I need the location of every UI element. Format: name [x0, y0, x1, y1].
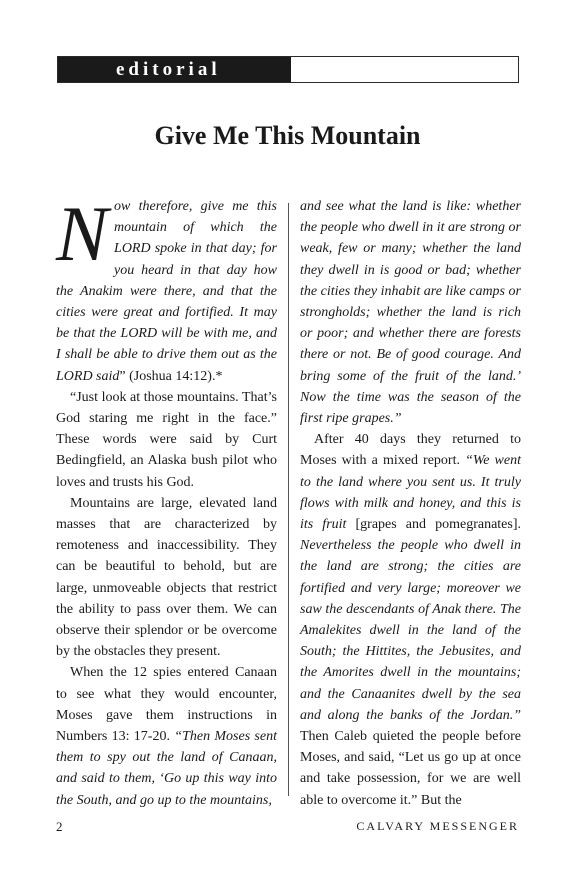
paragraph: When the 12 spies entered Canaan to see what they would encounter, Moses gave them instructions in Numbers 13: 17-20. “Then Moses sent them to spy out the land of Canaan, and said to them, ‘Go up this way into the South, and go up to the mountains, [56, 665, 277, 808]
column-divider [288, 203, 289, 796]
paragraph: Mountains are large, elevated land masses that are characterized by remoteness and inaccessibility. They can be beautiful to behold, but are large, unmoveable objects that restrict the ability to pass over them. We can observe their splendor or be overcome by the obstacles they present. [56, 495, 277, 660]
column-left [56, 190, 277, 811]
paragraph-scripture-quote: Now therefore, give me this mountain of which the LORD spoke in that day; for you heard in that day how the Anakim were there, and that the cities were great and fortified. It may be that the LORD will be with me, and I shall be able to drive them out as the LORD said” (Joshua 14:12).* [56, 190, 277, 384]
drop-cap: N [56, 190, 109, 277]
paragraph: “Just look at those mountains. That’s God staring me right in the face.” These words were said by Curt Bedingfield, an Alaska bush pilot who loves and trusts his God. [56, 389, 277, 490]
page-number: 2 [56, 819, 63, 834]
column-right [300, 196, 521, 811]
article-title: Give Me This Mountain [154, 121, 421, 150]
paragraph: After 40 days they returned to Moses with a mixed report. “We went to the land where you sent us. It truly flows with milk and honey, and this is its fruit [grapes and pomegranates]. Nevertheless the people who dwell in the land are strong; the cities are fortified and very large; moreover we saw the descendants of Anak there. The Amalekites dwell in the land of the South; the Hittites, the Jebusites, and the Amorites dwell in the mountains; and the Canaanites dwell by the sea and along the banks of the Jordan.” Then Caleb quieted the people before Moses, and said, “Let us go up at once and take possession, for we are well able to overcome it.” But the [300, 432, 521, 808]
section-label: editorial [58, 57, 291, 82]
paragraph-scripture-continued: and see what the land is like: whether the people who dwell in it are strong or weak, few or many; whether the land they dwell in is good or bad; whether the cities they inhabit are like camps or strongholds; whether the land is rich or poor; and whether there are forests there or not. Be of good courage. And bring some of the fruit of the land.’ Now the time was the season of the first ripe grapes.” [300, 199, 521, 427]
section-header-bar [57, 56, 519, 83]
publication-name: CALVARY MESSENGER [356, 819, 519, 833]
